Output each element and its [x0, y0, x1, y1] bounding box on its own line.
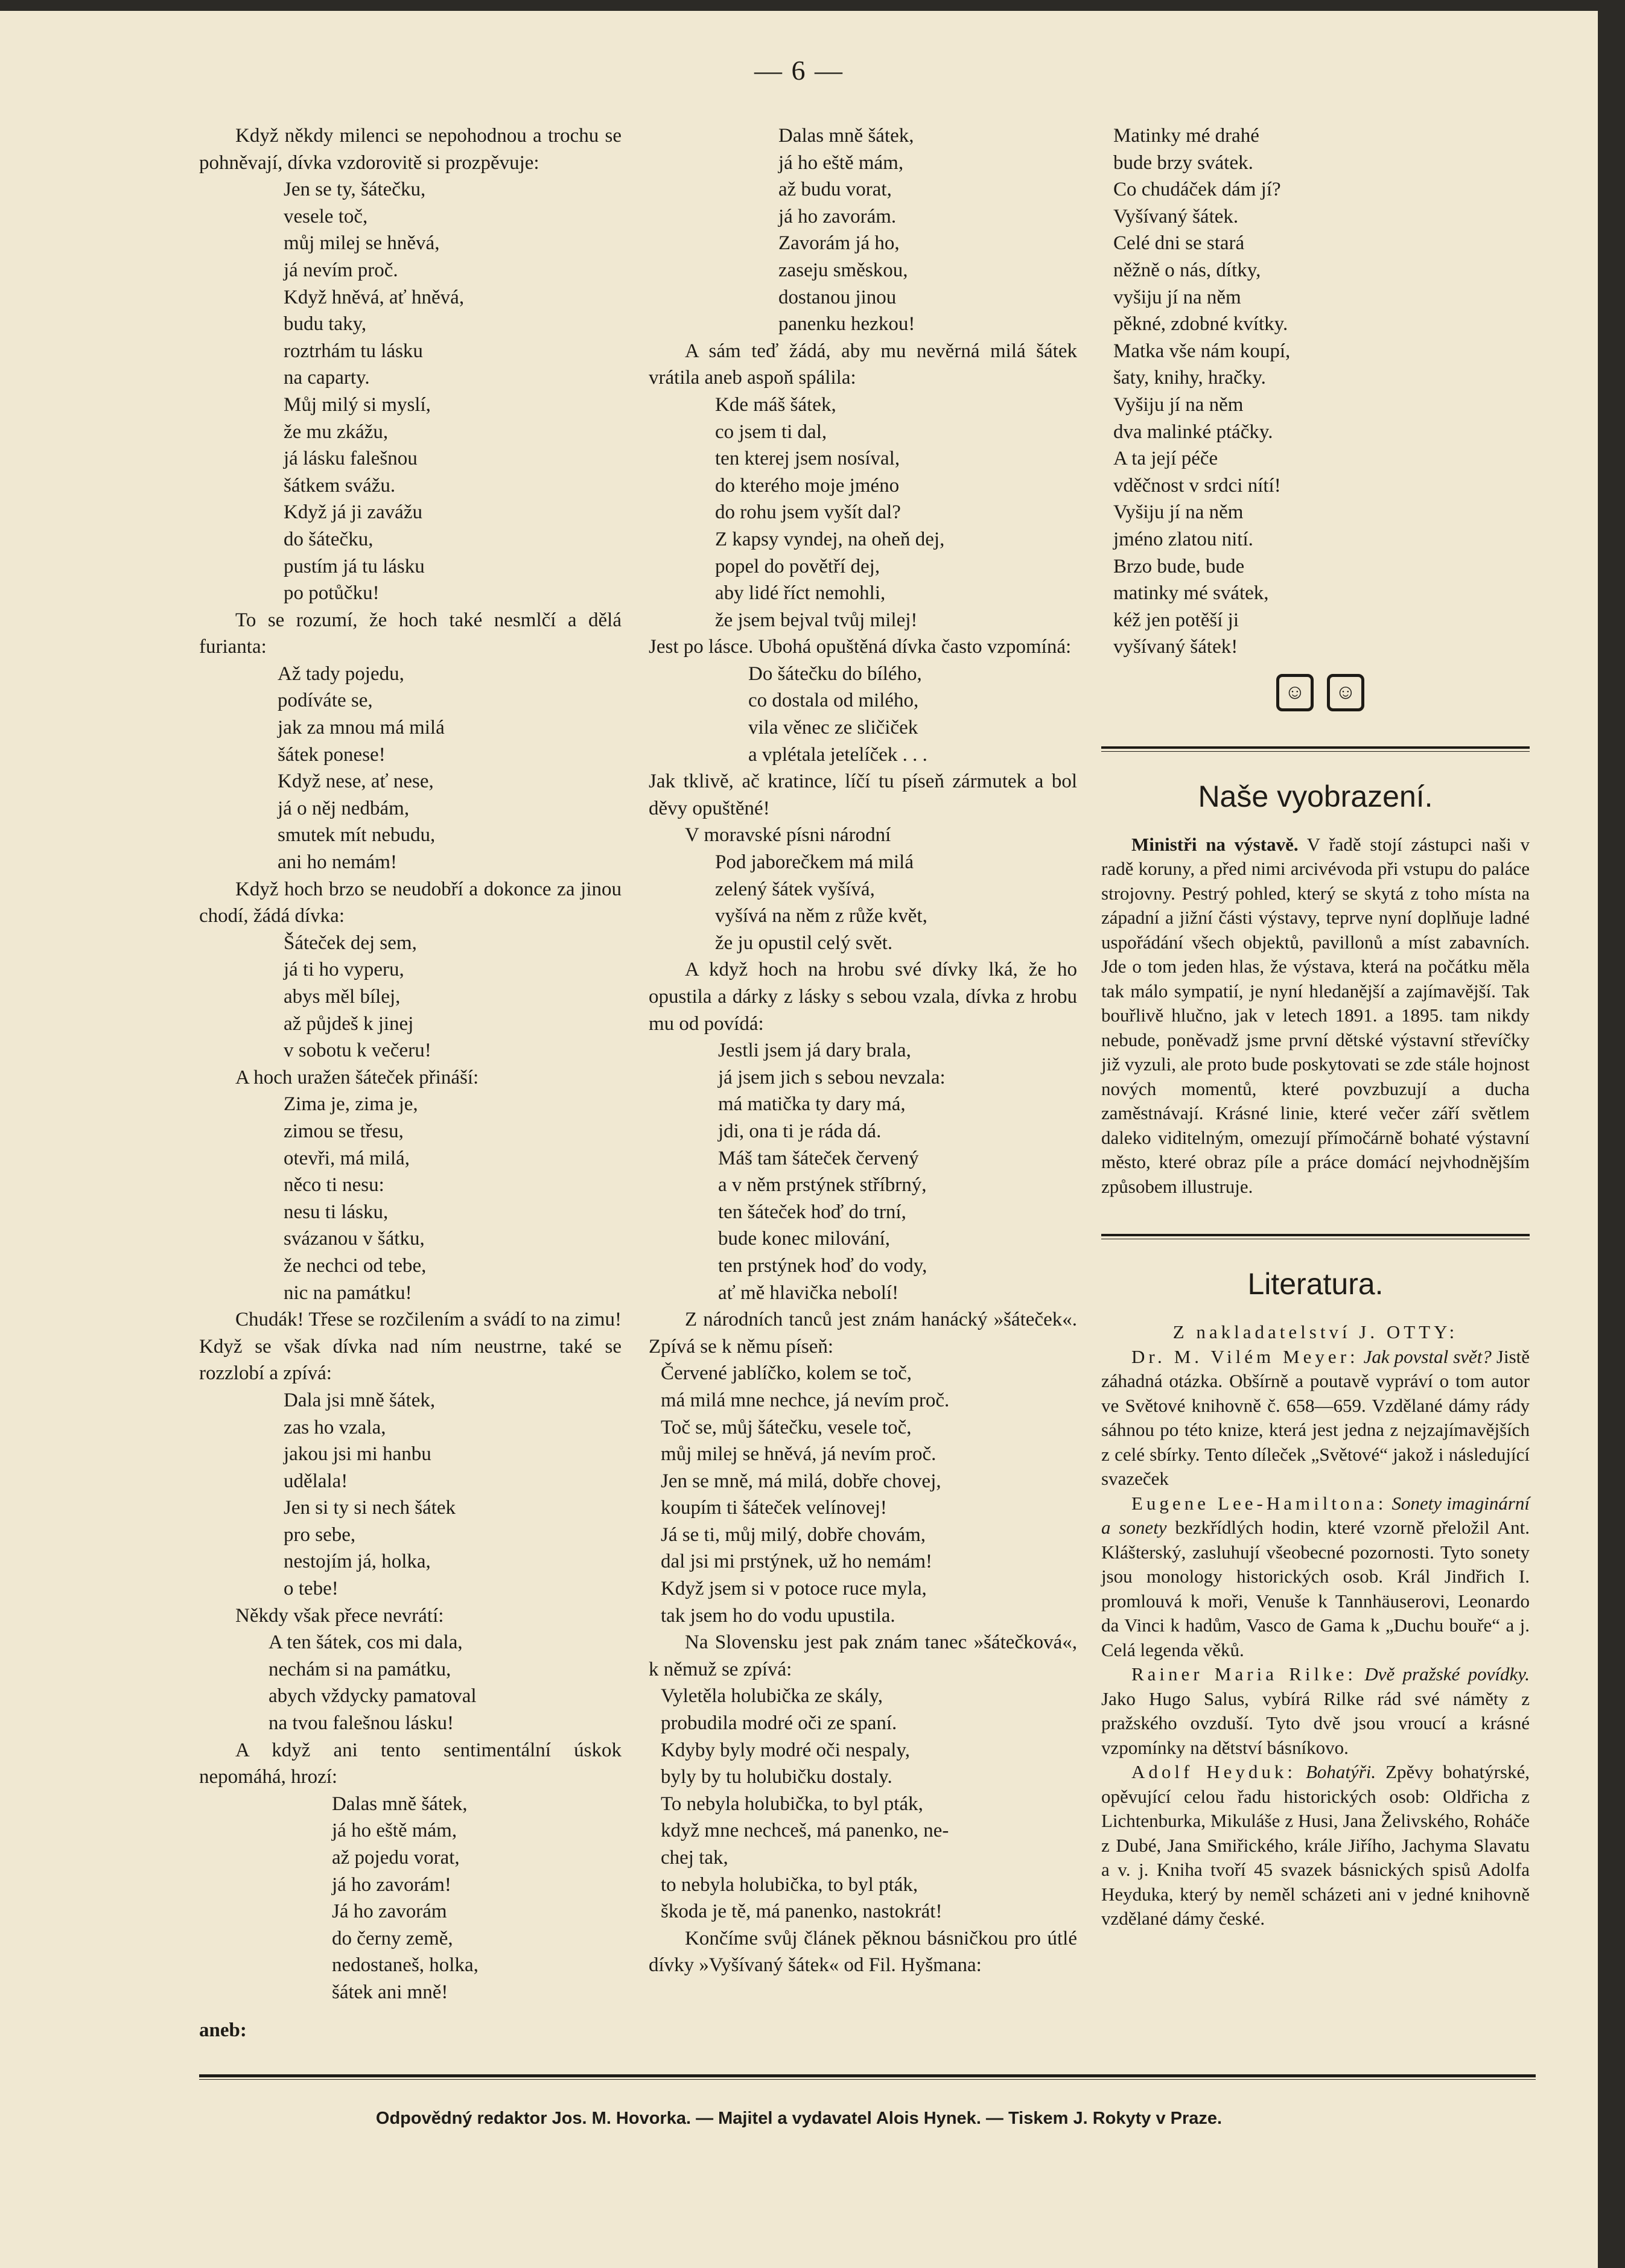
page-number: — 6 — [754, 55, 844, 86]
images-text: V řadě stojí zástupci naši v radě koruny, a před nimi arcivévoda při vstupu do paláce strojovny. Pestrý pohled, který se skytá z toho místa na západní a jižní části výstavy, teprve nyní doplňuje ladné uspořádání všech objektů, pavillonů a míst zabavních. Jde o tom jeden hlas, že výstava, která na počátku měla tak málo sympatií, je nyní hledanější a zajímavější. Tak bouřlivě hlučno, jak v letech 1891. a 1895. tam nikdy nebude, poněvadž jsme první dětské výstavní střevíčky již vyzuli, ale proto bude poskytovati se zde stále hojnost nových momentů, které povzbuzují a ducha zaměstnávají. Krásné linie, které večer září světlem daleko viditelným, omezují přímočárně bohaté výstavní město, které obraz píle a práce domácí nejvhodnějším způsobem illustruje. [1101, 833, 1530, 1197]
verse-line: až půjdeš k jinej [284, 1012, 414, 1035]
song-3 [199, 930, 622, 1064]
lit-title: Bohatýři. [1305, 1761, 1376, 1783]
verse-line: vyšívá na něm z růže květ, [715, 905, 927, 927]
section-divider [1101, 746, 1530, 752]
verse-line: šátek ani mně! [332, 1981, 448, 2003]
verse-line: ten šáteček hoď do trní, [718, 1201, 906, 1223]
verse-line: můj milej se hněvá, [284, 232, 440, 255]
verse-line: Vyšívaný šátek. [1113, 205, 1239, 227]
verse-line: jak za mnou má milá [278, 717, 445, 739]
images-lead: Ministři na výstavě. [1131, 833, 1299, 855]
verse-line: já ho eště mám, [332, 1820, 457, 1842]
song-10 [649, 661, 1077, 768]
verse-line: má milá mne nechce, já nevím proč. [661, 1389, 950, 1411]
verse-line: a vplétala jetelíček . . . [748, 743, 927, 766]
verse-line: smutek mít nebudu, [278, 824, 436, 847]
verse-line: Když nese, ať nese, [278, 770, 434, 793]
ornament-icon: ☺ [1276, 674, 1314, 711]
verse-line: Vyšiju jí na něm [1113, 501, 1244, 524]
verse-line: otevři, má milá, [284, 1147, 410, 1169]
paragraph-c2-6: Z národních tanců jest znám hanácký »šáteček«. Zpívá se k němu píseň: [649, 1309, 1077, 1358]
paragraph-c2-5: A když hoch na hrobu své dívky lká, že ho opustila a dárky z lásky s sebou vzala, dívka z hrobu mu od povídá: [649, 959, 1077, 1035]
verse-line: já nevím proč. [284, 259, 398, 281]
aneb-label: aneb: [199, 2019, 247, 2041]
verse-line: a v něm prstýnek stříbrný, [718, 1174, 927, 1196]
heading-nase-vyobrazeni: Naše vyobrazení. [1198, 779, 1433, 813]
verse-line: vila věnec ze sličiček [748, 717, 918, 739]
verse-line: nechám si na památku, [269, 1658, 451, 1680]
verse-line: matinky mé svátek, [1113, 582, 1269, 605]
verse-line: já ho zavorám. [778, 205, 897, 227]
paragraph-3: Když hoch brzo se neudobří a dokonce za jinou chodí, žádá dívka: [199, 878, 622, 927]
verse-line: Dalas mně šátek, [778, 125, 914, 147]
verse-line: Já ho zavorám [332, 1901, 447, 1923]
imprint-footer: Odpovědný redaktor Jos. M. Hovorka. — Majitel a vydavatel Alois Hynek. — Tiskem J. Rokyty v Praze. [375, 2109, 1223, 2128]
verse-line: Můj milý si myslí, [284, 393, 431, 416]
song-11 [649, 849, 1077, 956]
verse-line: dal jsi mi prstýnek, už ho nemám! [661, 1551, 932, 1573]
verse-line: pěkné, zdobné kvítky. [1113, 313, 1288, 335]
paragraph-5: Chudák! Třese se rozčilením a svádí to na zimu! Když se však dívka nad ním neustrne, také se rozzlobí a zpívá: [199, 1309, 622, 1385]
verse-line: bude konec milování, [718, 1228, 891, 1250]
song-14 [649, 1683, 1077, 1925]
verse-line: můj milej se hněvá, já nevím proč. [661, 1443, 937, 1466]
song-9 [649, 392, 1077, 634]
verse-line: Matinky mé drahé [1113, 125, 1259, 147]
paragraph-2: To se rozumí, že hoch také nesmlčí a dělá furianta: [199, 609, 622, 658]
lit-text: Zpěvy bohatýrské, opěvující celou řadu historických osob: Oldřicha z Lichtenburka, Mikuláše z Husi, Jana Želivského, Roháče z Dubé, Jana Smiřického, krále Jiřího, Jachyma Slavatu a v. j. Kniha tvoří 45 svazek básnických spisů Adolfa Heyduka, který by neměl scházeti ani v jedné knihovně vzdělané dámy české. [1101, 1761, 1530, 1930]
verse-line: chej tak, [661, 1847, 728, 1869]
verse-line: Do šátečku do bílého, [748, 662, 922, 685]
lit-title: Dvě pražské povídky. [1364, 1663, 1530, 1685]
paragraph-c2-2: Jest po lásce. Ubohá opuštěná dívka často vzpomíná: [649, 636, 1072, 658]
verse-line: zaseju směskou, [778, 259, 908, 281]
verse-line: Matka vše nám koupí, [1113, 340, 1291, 362]
verse-line: Když hněvá, ať hněvá, [284, 286, 465, 308]
verse-line: vděčnost v srdci nítí! [1113, 474, 1281, 497]
verse-line: ať mě hlavička nebolí! [718, 1282, 899, 1304]
literature-entry [1101, 1491, 1530, 1663]
lit-text: Jistě záhadná otázka. Obšírně a poutavě vypráví o tom autor ve Světové knihovně č. 658—659. Vzdělané dámy rády sáhnou po této knize, která jest jedna z nejzajímavějších z celé sbírky. Tento díleček „Světové“ jakož i následující svazeček [1101, 1345, 1530, 1490]
verse-line: šátek ponese! [278, 743, 386, 766]
verse-line: nic na památku! [284, 1282, 412, 1304]
verse-line: Kde máš šátek, [715, 393, 836, 416]
song-8 [649, 122, 1077, 338]
verse-line: do šátečku, [284, 528, 374, 550]
verse-line: budu taky, [284, 313, 367, 335]
heading-literatura: Literatura. [1247, 1267, 1384, 1301]
verse-line: něžně o nás, dítky, [1113, 259, 1261, 281]
ornament [1276, 674, 1530, 711]
verse-line: A ta její péče [1113, 448, 1218, 470]
verse-line: já o něj nedbám, [278, 797, 410, 819]
verse-line: jakou jsi mi hanbu [284, 1443, 431, 1466]
verse-line: abys měl bílej, [284, 986, 401, 1008]
song-5 [199, 1387, 622, 1603]
song-7 [199, 1791, 622, 2006]
newspaper-page [0, 11, 1598, 2268]
verse-line: vesele toč, [284, 205, 368, 227]
verse-line: já ho zavorám! [332, 1873, 451, 1896]
paragraph-c2-7: Na Slovensku jest pak znám tanec »šátečková«, k němuž se zpívá: [649, 1631, 1077, 1680]
verse-line: v sobotu k večeru! [284, 1040, 431, 1062]
verse-line: Až tady pojedu, [278, 662, 404, 685]
literature-entry [1101, 1760, 1530, 1931]
verse-line: na tvou falešnou lásku! [269, 1712, 454, 1735]
verse-line: Kdyby byly modré oči nespaly, [661, 1739, 911, 1761]
song-13 [649, 1360, 1077, 1629]
verse-line: šátkem svážu. [284, 474, 396, 497]
verse-line: má matička ty dary má, [718, 1093, 906, 1116]
verse-line: jméno zlatou nití. [1113, 528, 1253, 550]
verse-line: Máš tam šáteček červený [718, 1147, 919, 1169]
verse-line: A ten šátek, cos mi dala, [269, 1631, 463, 1654]
verse-line: Zavorám já ho, [778, 232, 900, 255]
column-middle [649, 122, 1077, 1979]
lit-title: Jak povstal svět? [1363, 1345, 1492, 1367]
song-12 [649, 1037, 1077, 1306]
verse-line: škoda je tě, má panenko, nastokrát! [661, 1901, 943, 1923]
verse-line: že mu zkážu, [284, 421, 389, 443]
paragraph-6: Někdy však přece nevrátí: [235, 1604, 444, 1627]
verse-line: do černy země, [332, 1927, 453, 1949]
verse-line: zimou se třesu, [284, 1120, 404, 1142]
verse-line: pro sebe, [284, 1523, 356, 1546]
verse-line: Jen se mně, má milá, dobře chovej, [661, 1470, 941, 1492]
verse-line: Dala jsi mně šátek, [284, 1389, 436, 1411]
verse-line: to nebyla holubička, to byl pták, [661, 1873, 918, 1896]
verse-line: probudila modré oči ze spaní. [661, 1712, 897, 1735]
verse-line: Já se ti, můj milý, dobře chovám, [661, 1523, 926, 1546]
literature-entry [1101, 1662, 1530, 1760]
verse-line: panenku hezkou! [778, 313, 915, 335]
lit-author: Rainer Maria Rilke: [1131, 1663, 1357, 1685]
verse-line: svázanou v šátku, [284, 1228, 425, 1250]
verse-line: do kterého moje jméno [715, 474, 900, 497]
verse-line: nedostaneš, holka, [332, 1954, 479, 1977]
verse-line: Vyšiju jí na něm [1113, 393, 1244, 416]
verse-line: Co chudáček dám jí? [1113, 179, 1281, 201]
verse-line: podíváte se, [278, 690, 373, 712]
paragraph-c2-8: Končíme svůj článek pěknou básničkou pro útlé dívky »Vyšívaný šátek« od Fil. Hyšmana: [649, 1927, 1077, 1977]
verse-line: nestojím já, holka, [284, 1551, 431, 1573]
verse-line: popel do povětří dej, [715, 555, 880, 577]
verse-line: já lásku falešnou [284, 448, 418, 470]
song-2 [199, 661, 622, 876]
verse-line: na caparty. [284, 367, 370, 389]
verse-line: že nechci od tebe, [284, 1254, 427, 1277]
verse-line: Když jsem si v potoce ruce myla, [661, 1578, 927, 1600]
verse-line: Jestli jsem já dary brala, [718, 1040, 911, 1062]
paragraph-4: A hoch uražen šáteček přináší: [235, 1066, 479, 1088]
paragraph-c2-1: A sám teď žádá, aby mu nevěrná milá šátek vrátila aneb aspoň spálila: [649, 340, 1077, 389]
verse-line: já ti ho vyperu, [284, 959, 404, 981]
song-1 [199, 176, 622, 607]
verse-line: Když já ji zavážu [284, 501, 422, 524]
verse-line: vyšiju jí na něm [1113, 286, 1241, 308]
verse-line: Dalas mně šátek, [332, 1793, 468, 1815]
verse-line: šaty, knihy, hračky. [1113, 367, 1266, 389]
verse-line: něco ti nesu: [284, 1174, 384, 1196]
poem-vysivany-satek [1101, 122, 1530, 661]
verse-line: co jsem ti dal, [715, 421, 827, 443]
verse-line: ten prstýnek hoď do vody, [718, 1254, 927, 1277]
verse-line: jdi, ona ti je ráda dá. [718, 1120, 882, 1142]
verse-line: Šáteček dej sem, [284, 932, 417, 954]
verse-line: abych vždycky pamatoval [269, 1685, 477, 1707]
verse-line: Jen si ty si nech šátek [284, 1497, 456, 1519]
verse-line: po potůčku! [284, 582, 380, 605]
verse-line: roztrhám tu lásku [284, 340, 423, 362]
verse-line: To nebyla holubička, to byl pták, [661, 1793, 923, 1815]
lit-author: Dr. M. Vilém Meyer: [1131, 1345, 1359, 1367]
verse-line: o tebe! [284, 1578, 339, 1600]
column-right [1101, 122, 1530, 1931]
verse-line: vyšívaný šátek! [1113, 636, 1238, 658]
lit-title: Sonety imaginární a sonety [1101, 1492, 1530, 1539]
lit-text: bezkřídlých hodin, které vzorně přeložil Ant. Klášterský, zasluhují všeobecné pozornosti. Tyto sonety jsou monology historických osob. Král Jindřich I. promlouvá k moři, Venuše k Tannhäuserovi, Leonardo da Vinci k hadům, Vasco de Gama k „Duchu bouře“ a j. Celá legenda věků. [1101, 1517, 1530, 1660]
verse-line: Z kapsy vyndej, na oheň dej, [715, 528, 945, 550]
verse-line: já jsem jich s sebou nevzala: [718, 1066, 946, 1088]
column-left [199, 122, 622, 2044]
song-6 [199, 1629, 622, 1736]
section-divider [1101, 1234, 1530, 1239]
images-section [1101, 833, 1530, 1199]
verse-line: Vyletěla holubička ze skály, [661, 1685, 883, 1707]
paragraph-c2-4: V moravské písni národní [685, 824, 891, 847]
verse-line: zas ho vzala, [284, 1416, 386, 1438]
verse-line: zelený šátek vyšívá, [715, 878, 875, 900]
verse-line: až pojedu vorat, [332, 1847, 460, 1869]
verse-line: Jen se ty, šátečku, [284, 179, 426, 201]
verse-line: Celé dni se stará [1113, 232, 1245, 255]
verse-line: Zima je, zima je, [284, 1093, 418, 1116]
lit-author: Eugene Lee-Hamiltona: [1131, 1492, 1387, 1514]
verse-line: Pod jaborečkem má milá [715, 851, 914, 874]
verse-line: dostanou jinou [778, 286, 897, 308]
verse-line: aby lidé říct nemohli, [715, 582, 886, 605]
verse-line: do rohu jsem vyšít dal? [715, 501, 901, 524]
intro-paragraph: Když někdy milenci se nepohodnou a trochu se pohněvají, dívka vzdorovitě si prozpěvuje: [199, 125, 622, 174]
lit-author: Adolf Heyduk: [1131, 1761, 1297, 1783]
paragraph-7: A když ani tento sentimentální úskok nepomáhá, hrozí: [199, 1739, 622, 1788]
literature-entry [1101, 1345, 1530, 1491]
verse-line: udělala! [284, 1470, 348, 1492]
verse-line: ten kterej jsem nosíval, [715, 448, 900, 470]
verse-line: že ju opustil celý svět. [715, 932, 893, 954]
verse-line: dva malinké ptáčky. [1113, 421, 1273, 443]
footer-divider [199, 2074, 1536, 2080]
publisher-line: Z nakladatelství J. OTTY: [1172, 1321, 1458, 1343]
verse-line: Brzo bude, bude [1113, 555, 1245, 577]
verse-line: pustím já tu lásku [284, 555, 425, 577]
paragraph-c2-3: Jak tklivě, ač kratince, líčí tu píseň zármutek a bol děvy opuštěné! [649, 770, 1077, 819]
verse-line: bude brzy svátek. [1113, 151, 1253, 174]
verse-line: já ho eště mám, [778, 151, 904, 174]
ornament-icon: ☺ [1327, 674, 1364, 711]
verse-line: kéž jen potěší ji [1113, 609, 1239, 631]
verse-line: byly by tu holubičku dostaly. [661, 1766, 892, 1788]
lit-text: Jako Hugo Salus, vybírá Rilke rád své náměty z pražského ovzduší. Tyto dvě jsou vroucí a krásné vzpomínky na dětství básníkovo. [1101, 1688, 1530, 1758]
verse-line: ani ho nemám! [278, 851, 397, 874]
verse-line: až budu vorat, [778, 179, 892, 201]
verse-line: tak jsem ho do vodu upustila. [661, 1604, 895, 1627]
verse-line: že jsem bejval tvůj milej! [715, 609, 918, 631]
verse-line: koupím ti šáteček velínovej! [661, 1497, 887, 1519]
verse-line: nesu ti lásku, [284, 1201, 389, 1223]
verse-line: Toč se, můj šátečku, vesele toč, [661, 1416, 912, 1438]
verse-line: Červené jablíčko, kolem se toč, [661, 1362, 912, 1385]
song-4 [199, 1091, 622, 1306]
literature-section [1101, 1320, 1530, 1931]
verse-line: když mne nechceš, má panenko, ne- [661, 1820, 949, 1842]
verse-line: co dostala od milého, [748, 690, 919, 712]
